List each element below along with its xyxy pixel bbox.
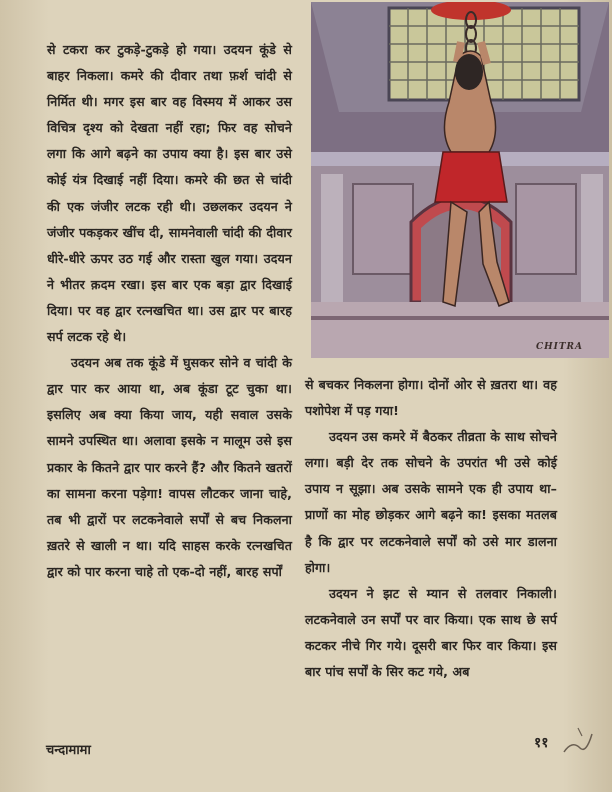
man-hanging-from-chain-illustration xyxy=(311,2,609,358)
paragraph: उदयन अब तक कूंडे में घुसकर सोने व चांदी के द्वार पार कर आया था, अब कूंडा टूट चुका था। इसलिए अब क्या किया जाय, यही सवाल उसके सामने उपस्थित था। अलावा इसके न मालूम उसे इस प्रकार के कितने द्वार पार करने हैं? और कितने खतरों का सामना करना पड़ेगा! वापस लौटकर जाना चाहे, तब भी द्वारों पर लटकनेवाले सर्पों से बच निकलना ख़तरे से खाली न था। यदि साहस करके रत्नखचित द्वार को पार करना चाहे तो एक-दो नहीं, बारह सर्पों xyxy=(47,355,292,579)
page-number: ११ xyxy=(534,735,549,751)
paragraph: से टकरा कर टुकड़े-टुकड़े हो गया। उदयन कूंडे से बाहर निकला। कमरे की दीवार तथा फ़र्श चांदी से निर्मित थी। मगर इस बार वह विस्मय में आकर उस विचित्र दृश्य को देखता नहीं रहा; फिर वह सोचने लगा कि आगे बढ़ने का उपाय क्या है। इस बार उसे कोई यंत्र दिखाई नहीं दिया। कमरे की छत से चांदी की एक जंजीर लटक रही थी। उछलकर उदयन ने जंजीर पकड़कर खींच दी, सामनेवाली चांदी की दीवार धीरे-धीरे ऊपर उठ गई और रास्ता खुल गया। उदयन ने भीतर क़दम रखा। इस बार एक बड़ा द्वार दिखाई दिया। पर वह द्वार रत्नखचित था। उस द्वार पर बारह सर्प लटक रहे थे। xyxy=(47,42,292,345)
paragraph: उदयन उस कमरे में बैठकर तीव्रता के साथ सोचने लगा। बड़ी देर तक सोचने के उपरांत भी उसे कोई उपाय न सूझा। अब उसके सामने एक ही उपाय था– प्राणों का मोह छोड़कर आगे बढ़ने का! इसका मतलब है कि द्वार पर लटकनेवाले सर्पों को उसे मार डालना होगा। xyxy=(305,429,557,575)
paragraph: उदयन ने झट से म्यान से तलवार निकाली। लटकनेवाले उन सर्पों पर वार किया। एक साथ छे सर्प कटकर नीचे गिर गये। दूसरी बार फिर वार किया। इस बार पांच सर्पों के सिर कट गये, अब xyxy=(305,585,557,680)
artist-signature: CHITRA xyxy=(535,342,583,352)
left-text-column xyxy=(47,37,292,585)
magazine-name: चन्दामामा xyxy=(46,743,91,758)
story-illustration xyxy=(311,2,609,358)
paragraph: से बचकर निकलना होगा। दोनों ओर से ख़तरा था। वह पशोपेश में पड़ गया! xyxy=(305,377,557,419)
right-text-column xyxy=(305,372,557,685)
corner-ornament-icon xyxy=(558,722,598,762)
